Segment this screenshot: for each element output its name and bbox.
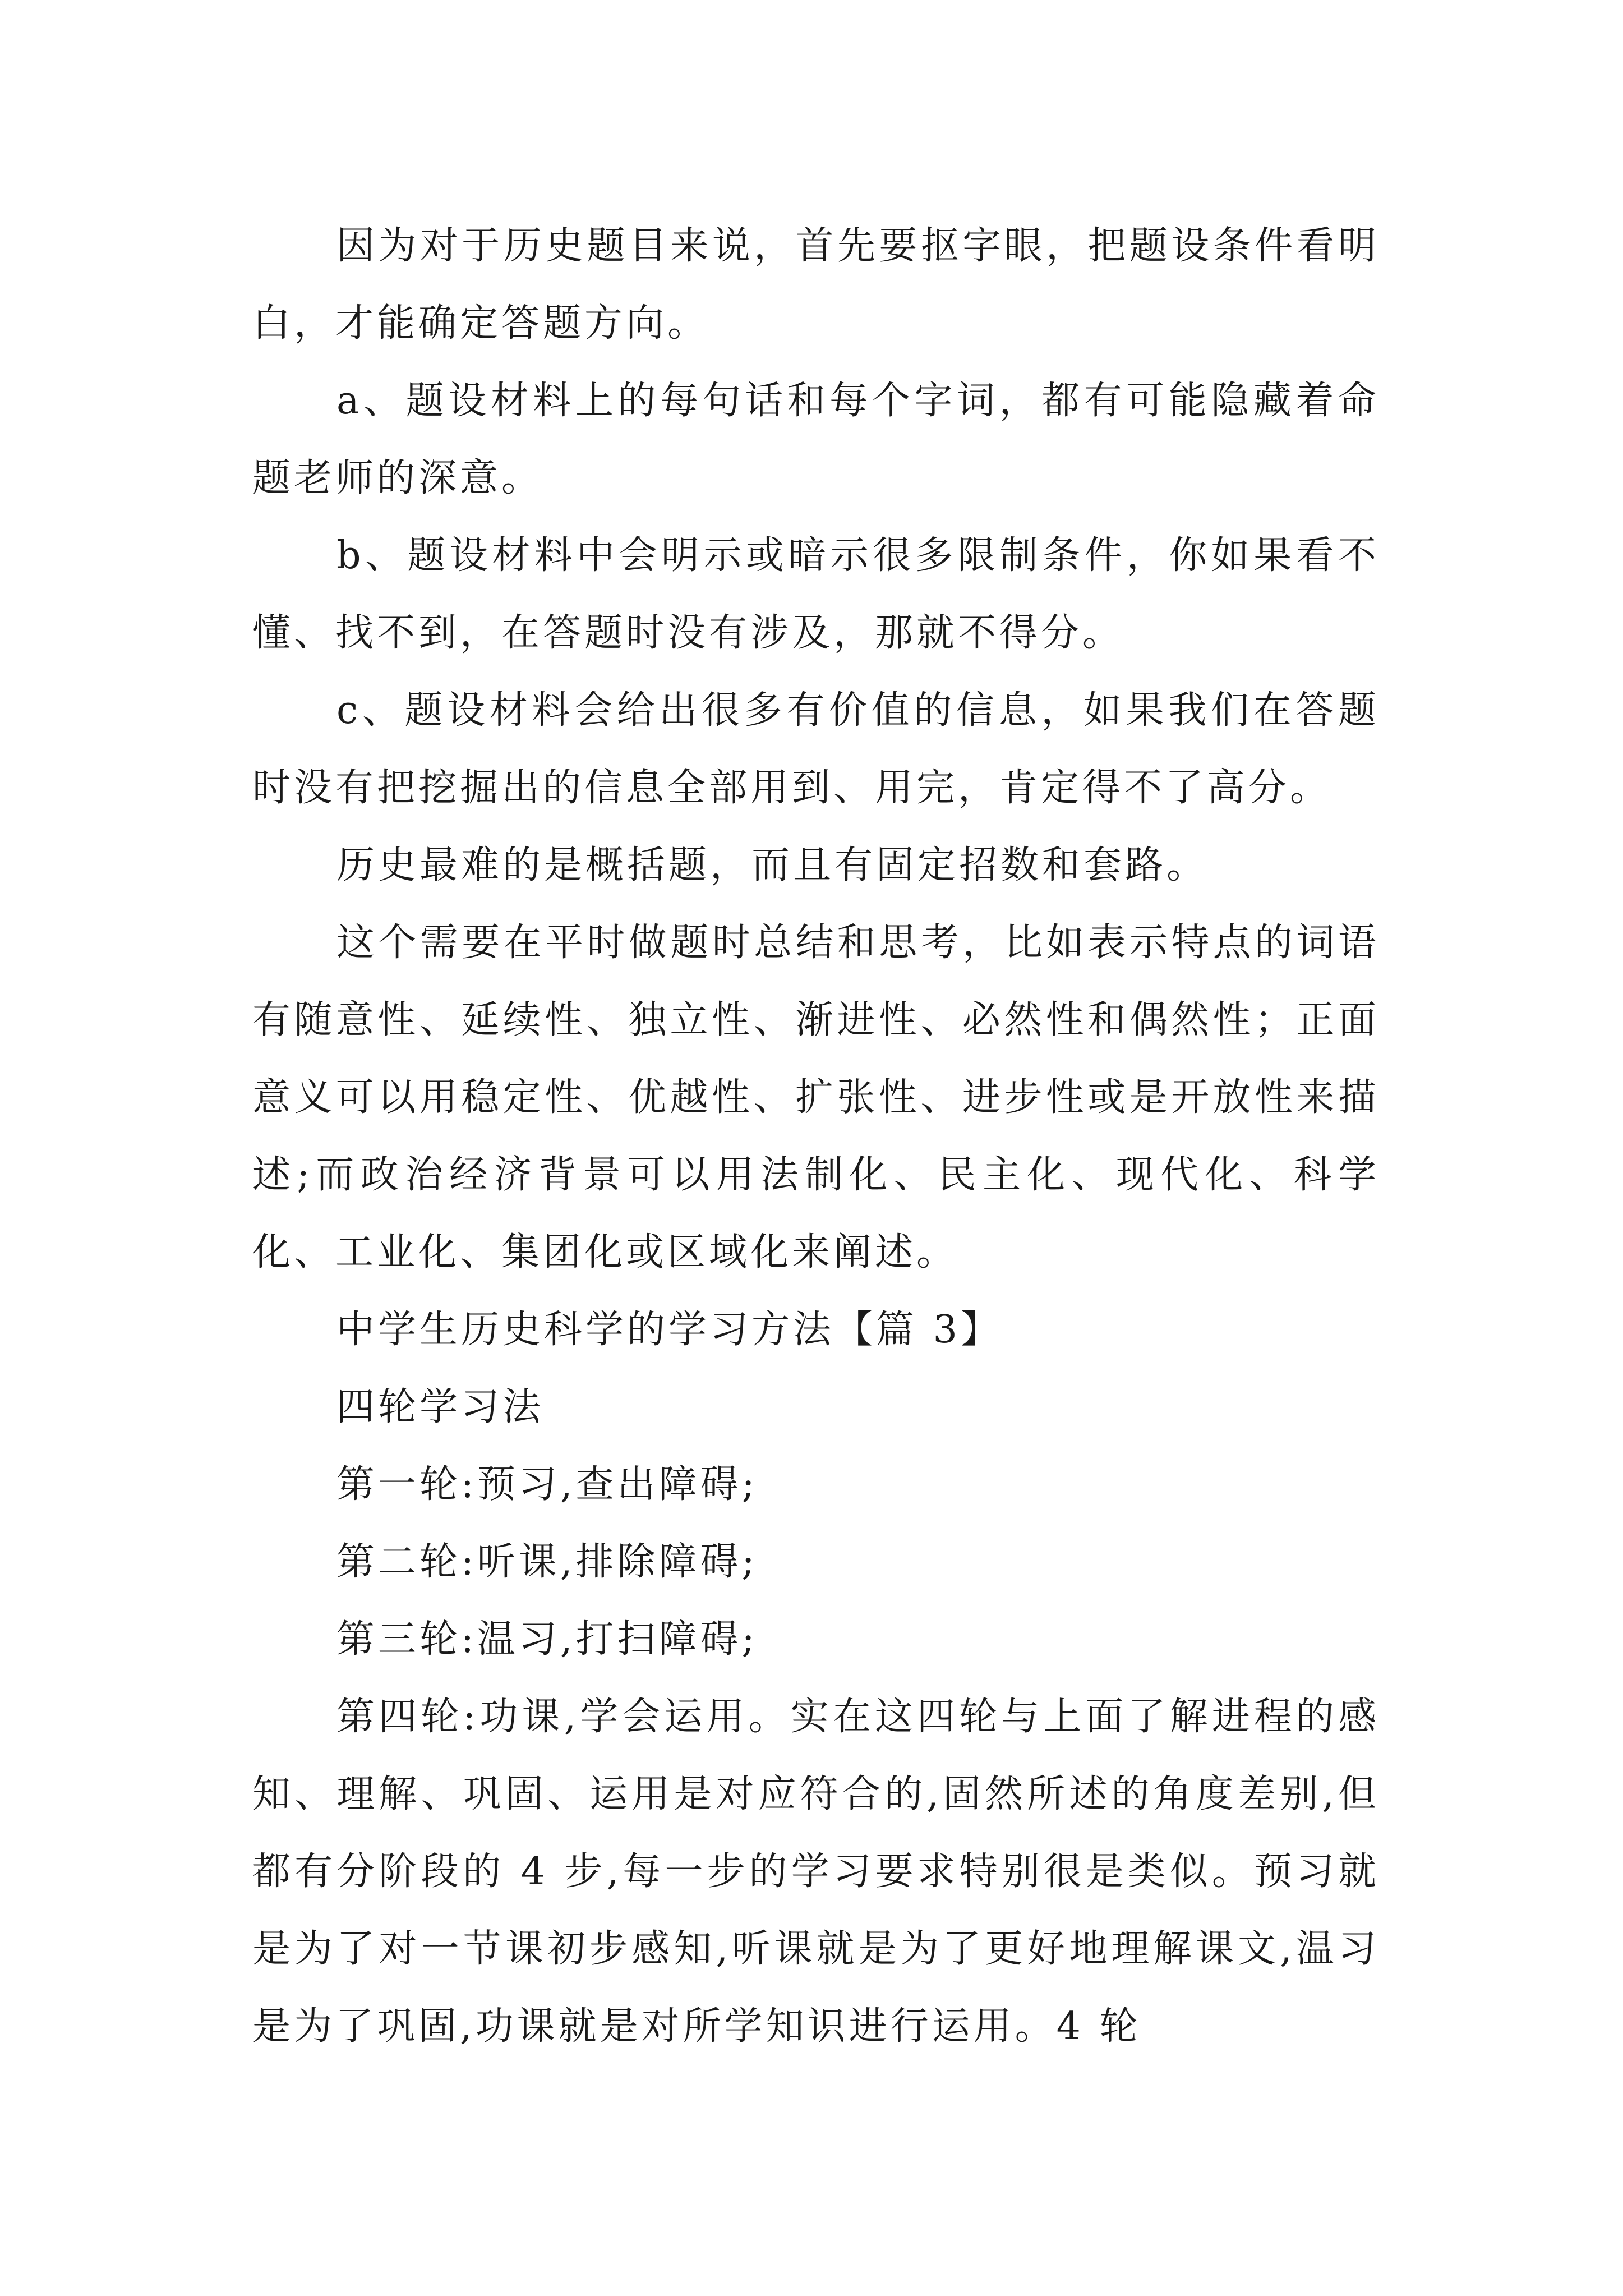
list-item: 第二轮:听课,排除障碍;	[336, 1540, 758, 1584]
paragraph: 这个需要在平时做题时总结和思考，比如表示特点的词语有随意性、延续性、独立性、渐进性、必然性和偶然性；正面意义可以用稳定性、优越性、扩张性、进步性或是开放性来描述;而政治经济背景可以用法制化、民主化、现代化、科学化、工业化、集团化或区域化来阐述。	[252, 921, 1380, 1274]
list-item: 第三轮:温习,打扫障碍;	[336, 1617, 758, 1662]
paragraph: a、题设材料上的每句话和每个字词，都有可能隐藏着命题老师的深意。	[252, 379, 1380, 500]
section-heading: 中学生历史科学的学习方法【篇 3】	[336, 1308, 1002, 1352]
paragraph: 历史最难的是概括题，而且有固定招数和套路。	[336, 843, 1209, 887]
paragraph: c、题设材料会给出很多有价值的信息，如果我们在答题时没有把挖掘出的信息全部用到、用完，肯定得不了高分。	[252, 688, 1380, 810]
paragraph: b、题设材料中会明示或暗示很多限制条件，你如果看不懂、找不到，在答题时没有涉及，那就不得分。	[252, 533, 1380, 655]
document-body	[252, 208, 1380, 2065]
list-item: 第一轮:预习,查出障碍;	[336, 1462, 758, 1507]
subheading: 四轮学习法	[336, 1385, 545, 1429]
list-item: 第四轮:功课,学会运用。实在这四轮与上面了解进程的感知、理解、巩固、运用是对应符合的,固然所述的角度差别,但都有分阶段的 4 步,每一步的学习要求特别很是类似。预习就是为了对一节课初步感知,听课就是为了更好地理解课文,温习是为了巩固,功课就是对所学知识进行运用。4 轮	[252, 1695, 1380, 2049]
paragraph: 因为对于历史题目来说，首先要抠字眼，把题设条件看明白，才能确定答题方向。	[252, 224, 1380, 346]
